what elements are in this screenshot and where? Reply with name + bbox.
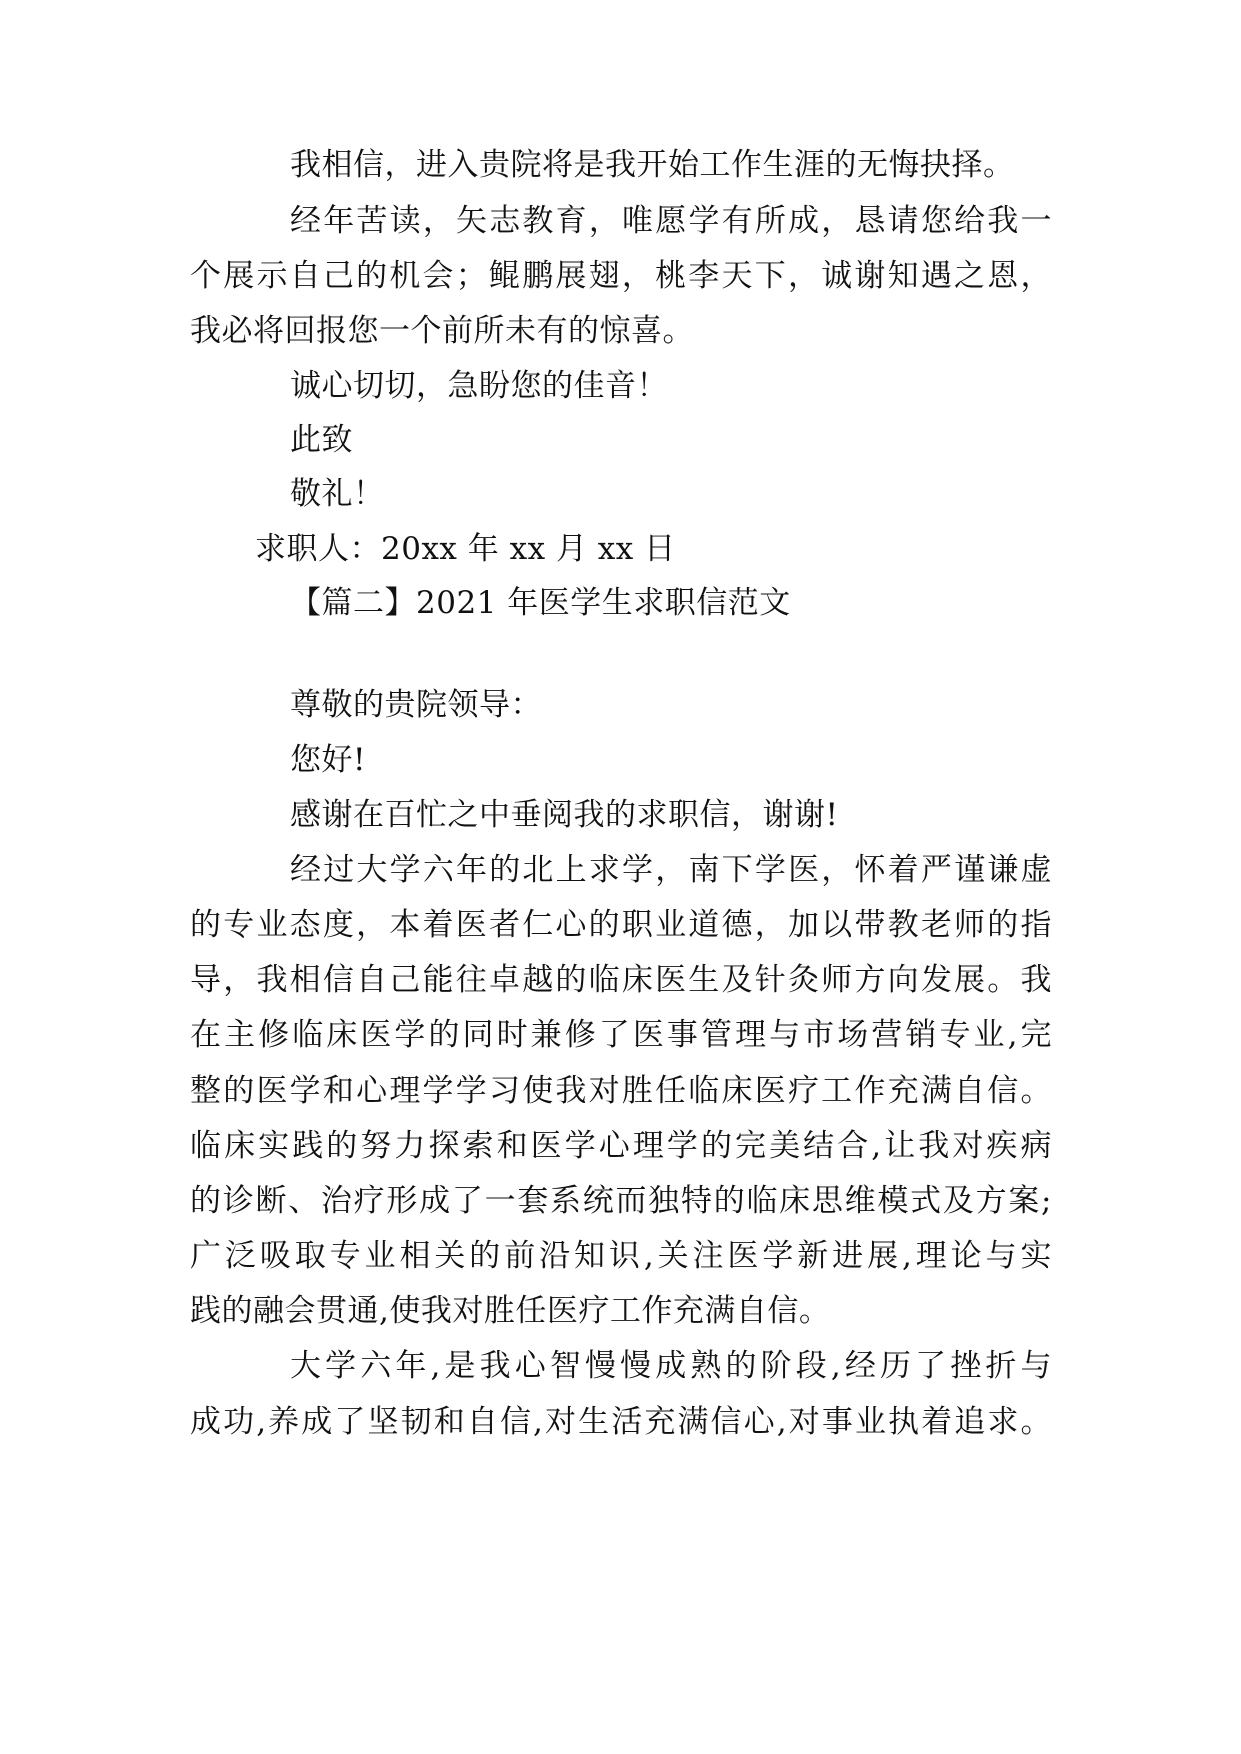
section-heading: 【篇二】2021 年医学生求职信范文 xyxy=(290,585,791,621)
text-line: 诚心切切，急盼您的佳音！ xyxy=(290,368,668,404)
text-line: 的诊断、治疗形成了一套系统而独特的临床思维模式及方案; xyxy=(190,1183,1052,1219)
text-line: 临床实践的努力探索和医学心理学的完美结合,让我对疾病 xyxy=(190,1128,1052,1164)
text-line: 践的融会贯通,使我对胜任医疗工作充满自信。 xyxy=(190,1293,831,1329)
salutation: 尊敬的贵院领导： xyxy=(290,687,542,723)
text-line: 我必将回报您一个前所未有的惊喜。 xyxy=(190,313,694,349)
text-line: 广泛吸取专业相关的前沿知识,关注医学新进展,理论与实 xyxy=(190,1238,1052,1274)
text-line: 整的医学和心理学学习使我对胜任临床医疗工作充满自信。 xyxy=(190,1073,1052,1109)
text-line: 大学六年,是我心智慢慢成熟的阶段,经历了挫折与 xyxy=(290,1348,1052,1384)
signature-line: 求职人：20xx 年 xx 月 xx 日 xyxy=(255,531,676,567)
greeting: 您好! xyxy=(290,742,366,778)
text-line: 的专业态度，本着医者仁心的职业道德，加以带教老师的指 xyxy=(190,907,1052,943)
text-line: 在主修临床医学的同时兼修了医事管理与市场营销专业,完 xyxy=(190,1017,1052,1053)
text-line: 经过大学六年的北上求学，南下学医，怀着严谨谦虚 xyxy=(290,852,1052,888)
text-line: 感谢在百忙之中垂阅我的求职信，谢谢! xyxy=(290,797,839,833)
text-line: 导，我相信自己能往卓越的临床医生及针灸师方向发展。我 xyxy=(190,962,1052,998)
text-line: 我相信，进入贵院将是我开始工作生涯的无悔抉择。 xyxy=(290,147,1015,183)
closing-line: 敬礼！ xyxy=(290,476,385,512)
text-line: 个展示自己的机会；鲲鹏展翅，桃李天下，诚谢知遇之恩， xyxy=(190,258,1052,294)
closing-line: 此致 xyxy=(290,422,353,458)
text-line: 经年苦读，矢志教育，唯愿学有所成，恳请您给我一 xyxy=(290,203,1052,239)
text-line: 成功,养成了坚韧和自信,对生活充满信心,对事业执着追求。 xyxy=(190,1404,1052,1440)
